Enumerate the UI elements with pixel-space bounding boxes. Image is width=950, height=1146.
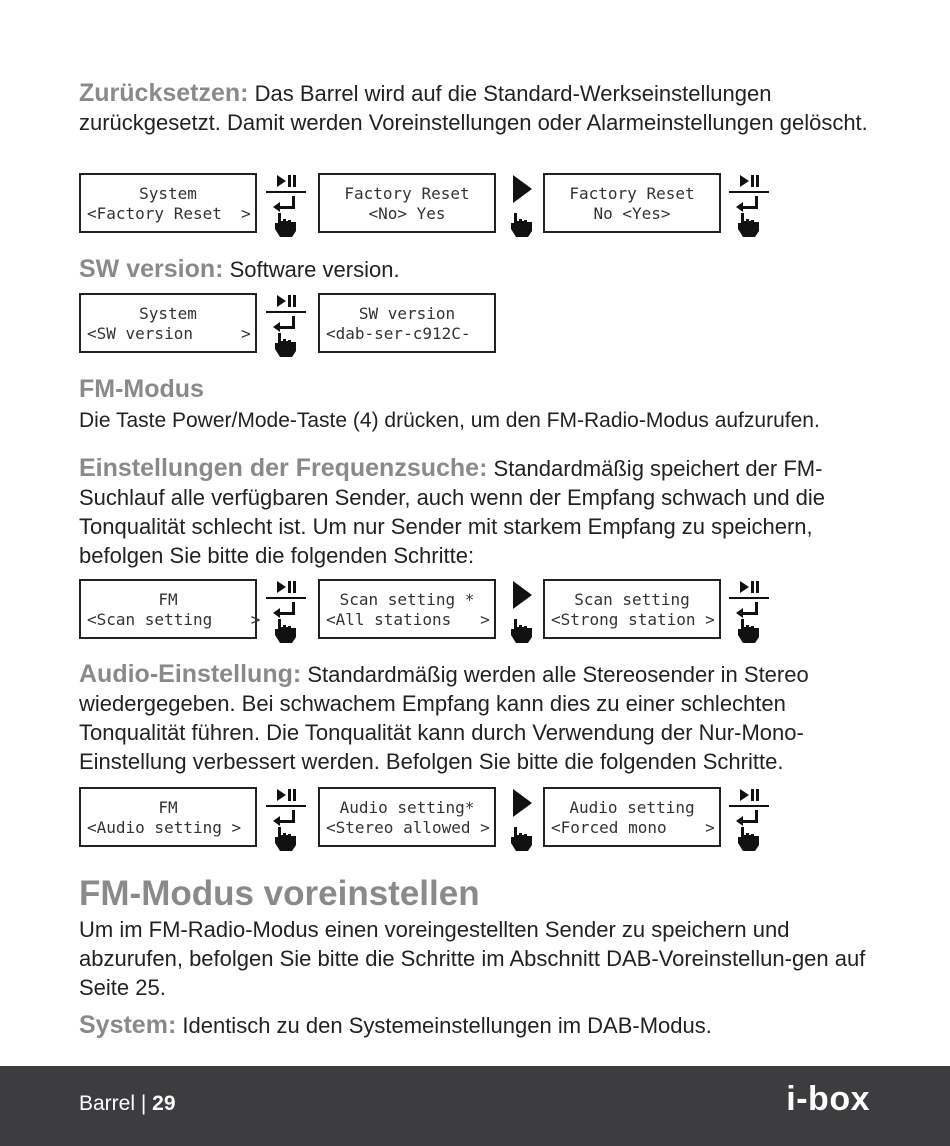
lcd-line2: <All stations > bbox=[326, 610, 490, 629]
system-heading: System: bbox=[79, 1011, 177, 1039]
lcd-line1: System bbox=[139, 184, 197, 203]
lcd-line2: <Forced mono > bbox=[551, 818, 715, 837]
lcd-line1: SW version bbox=[358, 304, 456, 323]
scan-paragraph bbox=[79, 454, 879, 570]
lcd-line2: <SW version > bbox=[87, 324, 251, 343]
lcd-screen bbox=[79, 293, 257, 353]
lcd-line2: <Strong station > bbox=[551, 610, 715, 629]
audio-paragraph bbox=[79, 660, 879, 776]
reset-paragraph bbox=[79, 79, 879, 137]
fm-mode-text: Die Taste Power/Mode-Taste (4) drücken, um den FM-Radio-Modus aufzurufen. bbox=[79, 409, 820, 432]
page-separator: | bbox=[135, 1092, 153, 1115]
scan-heading: Einstellungen der Frequenzsuche: bbox=[79, 454, 488, 482]
lcd-line1: FM bbox=[158, 798, 178, 817]
lcd-line2: <No> Yes bbox=[368, 204, 446, 223]
scan-text: Standardmäßig speichert der FM-Suchlauf alle verfügbaren Sender, auch wenn der Empfang schwach und die Tonqualität schlecht ist. Um nur Sender mit starkem Empfang zu speichern, befolgen Sie bitte die folgenden Schritte: bbox=[79, 456, 826, 568]
audio-text: Standardmäßig werden alle Stereosender in Stereo wiedergegeben. Bei schwachem Empfang kann dies zu einer schlechten Tonqualität führen. Die Tonqualität kann durch Verwendung der Nur-Mono-Einstellung verbessert werden. Befolgen Sie bitte die folgenden Schritte. bbox=[79, 662, 809, 774]
product-name: Barrel bbox=[79, 1092, 136, 1115]
fm-mode-heading-line bbox=[79, 375, 879, 404]
lcd-line1: Scan setting * bbox=[339, 590, 475, 609]
page-indicator bbox=[79, 1090, 176, 1118]
play-pause-enter-icon bbox=[727, 173, 771, 239]
sw-heading: SW version: bbox=[79, 255, 224, 283]
lcd-line1: Audio setting bbox=[569, 798, 695, 817]
play-pause-enter-icon bbox=[264, 293, 308, 359]
fm-mode-heading: FM-Modus bbox=[79, 375, 204, 403]
lcd-line1: Audio setting* bbox=[339, 798, 475, 817]
lcd-line2: No <Yes> bbox=[593, 204, 671, 223]
play-pause-enter-icon bbox=[264, 579, 308, 645]
lcd-line1: Factory Reset bbox=[569, 184, 695, 203]
footer-bar bbox=[0, 1066, 950, 1146]
lcd-screen bbox=[79, 173, 257, 233]
lcd-line1: System bbox=[139, 304, 197, 323]
lcd-screen bbox=[543, 579, 721, 639]
play-pause-enter-icon bbox=[264, 173, 308, 239]
lcd-line2: <dab-ser-c912C- bbox=[326, 324, 471, 343]
reset-heading: Zurücksetzen: bbox=[79, 79, 249, 107]
system-paragraph bbox=[79, 1011, 879, 1040]
lcd-screen bbox=[79, 787, 257, 847]
lcd-screen bbox=[79, 579, 261, 639]
reset-text: Das Barrel wird auf die Standard-Werkseinstellungen zurückgesetzt. Damit werden Voreinstellungen oder Alarmeinstellungen gelöscht. bbox=[79, 81, 868, 135]
lcd-screen bbox=[318, 579, 496, 639]
page-number: 29 bbox=[152, 1092, 176, 1115]
play-pause-enter-icon bbox=[264, 787, 308, 853]
lcd-line2: <Scan setting > bbox=[87, 610, 261, 629]
next-press-icon bbox=[500, 173, 544, 239]
lcd-line1: Factory Reset bbox=[344, 184, 470, 203]
lcd-screen bbox=[543, 173, 721, 233]
lcd-line1: FM bbox=[158, 590, 178, 609]
system-text: Identisch zu den Systemeinstellungen im DAB-Modus. bbox=[176, 1013, 712, 1038]
preset-text: Um im FM-Radio-Modus einen voreingestellten Sender zu speichern und abzurufen, befolgen Sie bitte die Schritte im Abschnitt DAB-Voreinstellun-gen auf Seite 25. bbox=[79, 917, 866, 1000]
lcd-line2: <Factory Reset > bbox=[87, 204, 251, 223]
sw-text: Software version. bbox=[223, 257, 400, 282]
lcd-line1: Scan setting bbox=[574, 590, 690, 609]
lcd-screen bbox=[318, 787, 496, 847]
lcd-screen bbox=[318, 173, 496, 233]
lcd-screen bbox=[543, 787, 721, 847]
lcd-screen bbox=[318, 293, 496, 353]
lcd-line2: <Audio setting > bbox=[87, 818, 242, 837]
lcd-line2: <Stereo allowed > bbox=[326, 818, 490, 837]
sw-paragraph bbox=[79, 255, 879, 284]
brand-logo: i-box bbox=[786, 1080, 870, 1118]
next-press-icon bbox=[500, 579, 544, 645]
preset-title: FM-Modus voreinstellen bbox=[79, 874, 480, 913]
play-pause-enter-icon bbox=[727, 579, 771, 645]
next-press-icon bbox=[500, 787, 544, 853]
play-pause-enter-icon bbox=[727, 787, 771, 853]
audio-heading: Audio-Einstellung: bbox=[79, 660, 302, 688]
